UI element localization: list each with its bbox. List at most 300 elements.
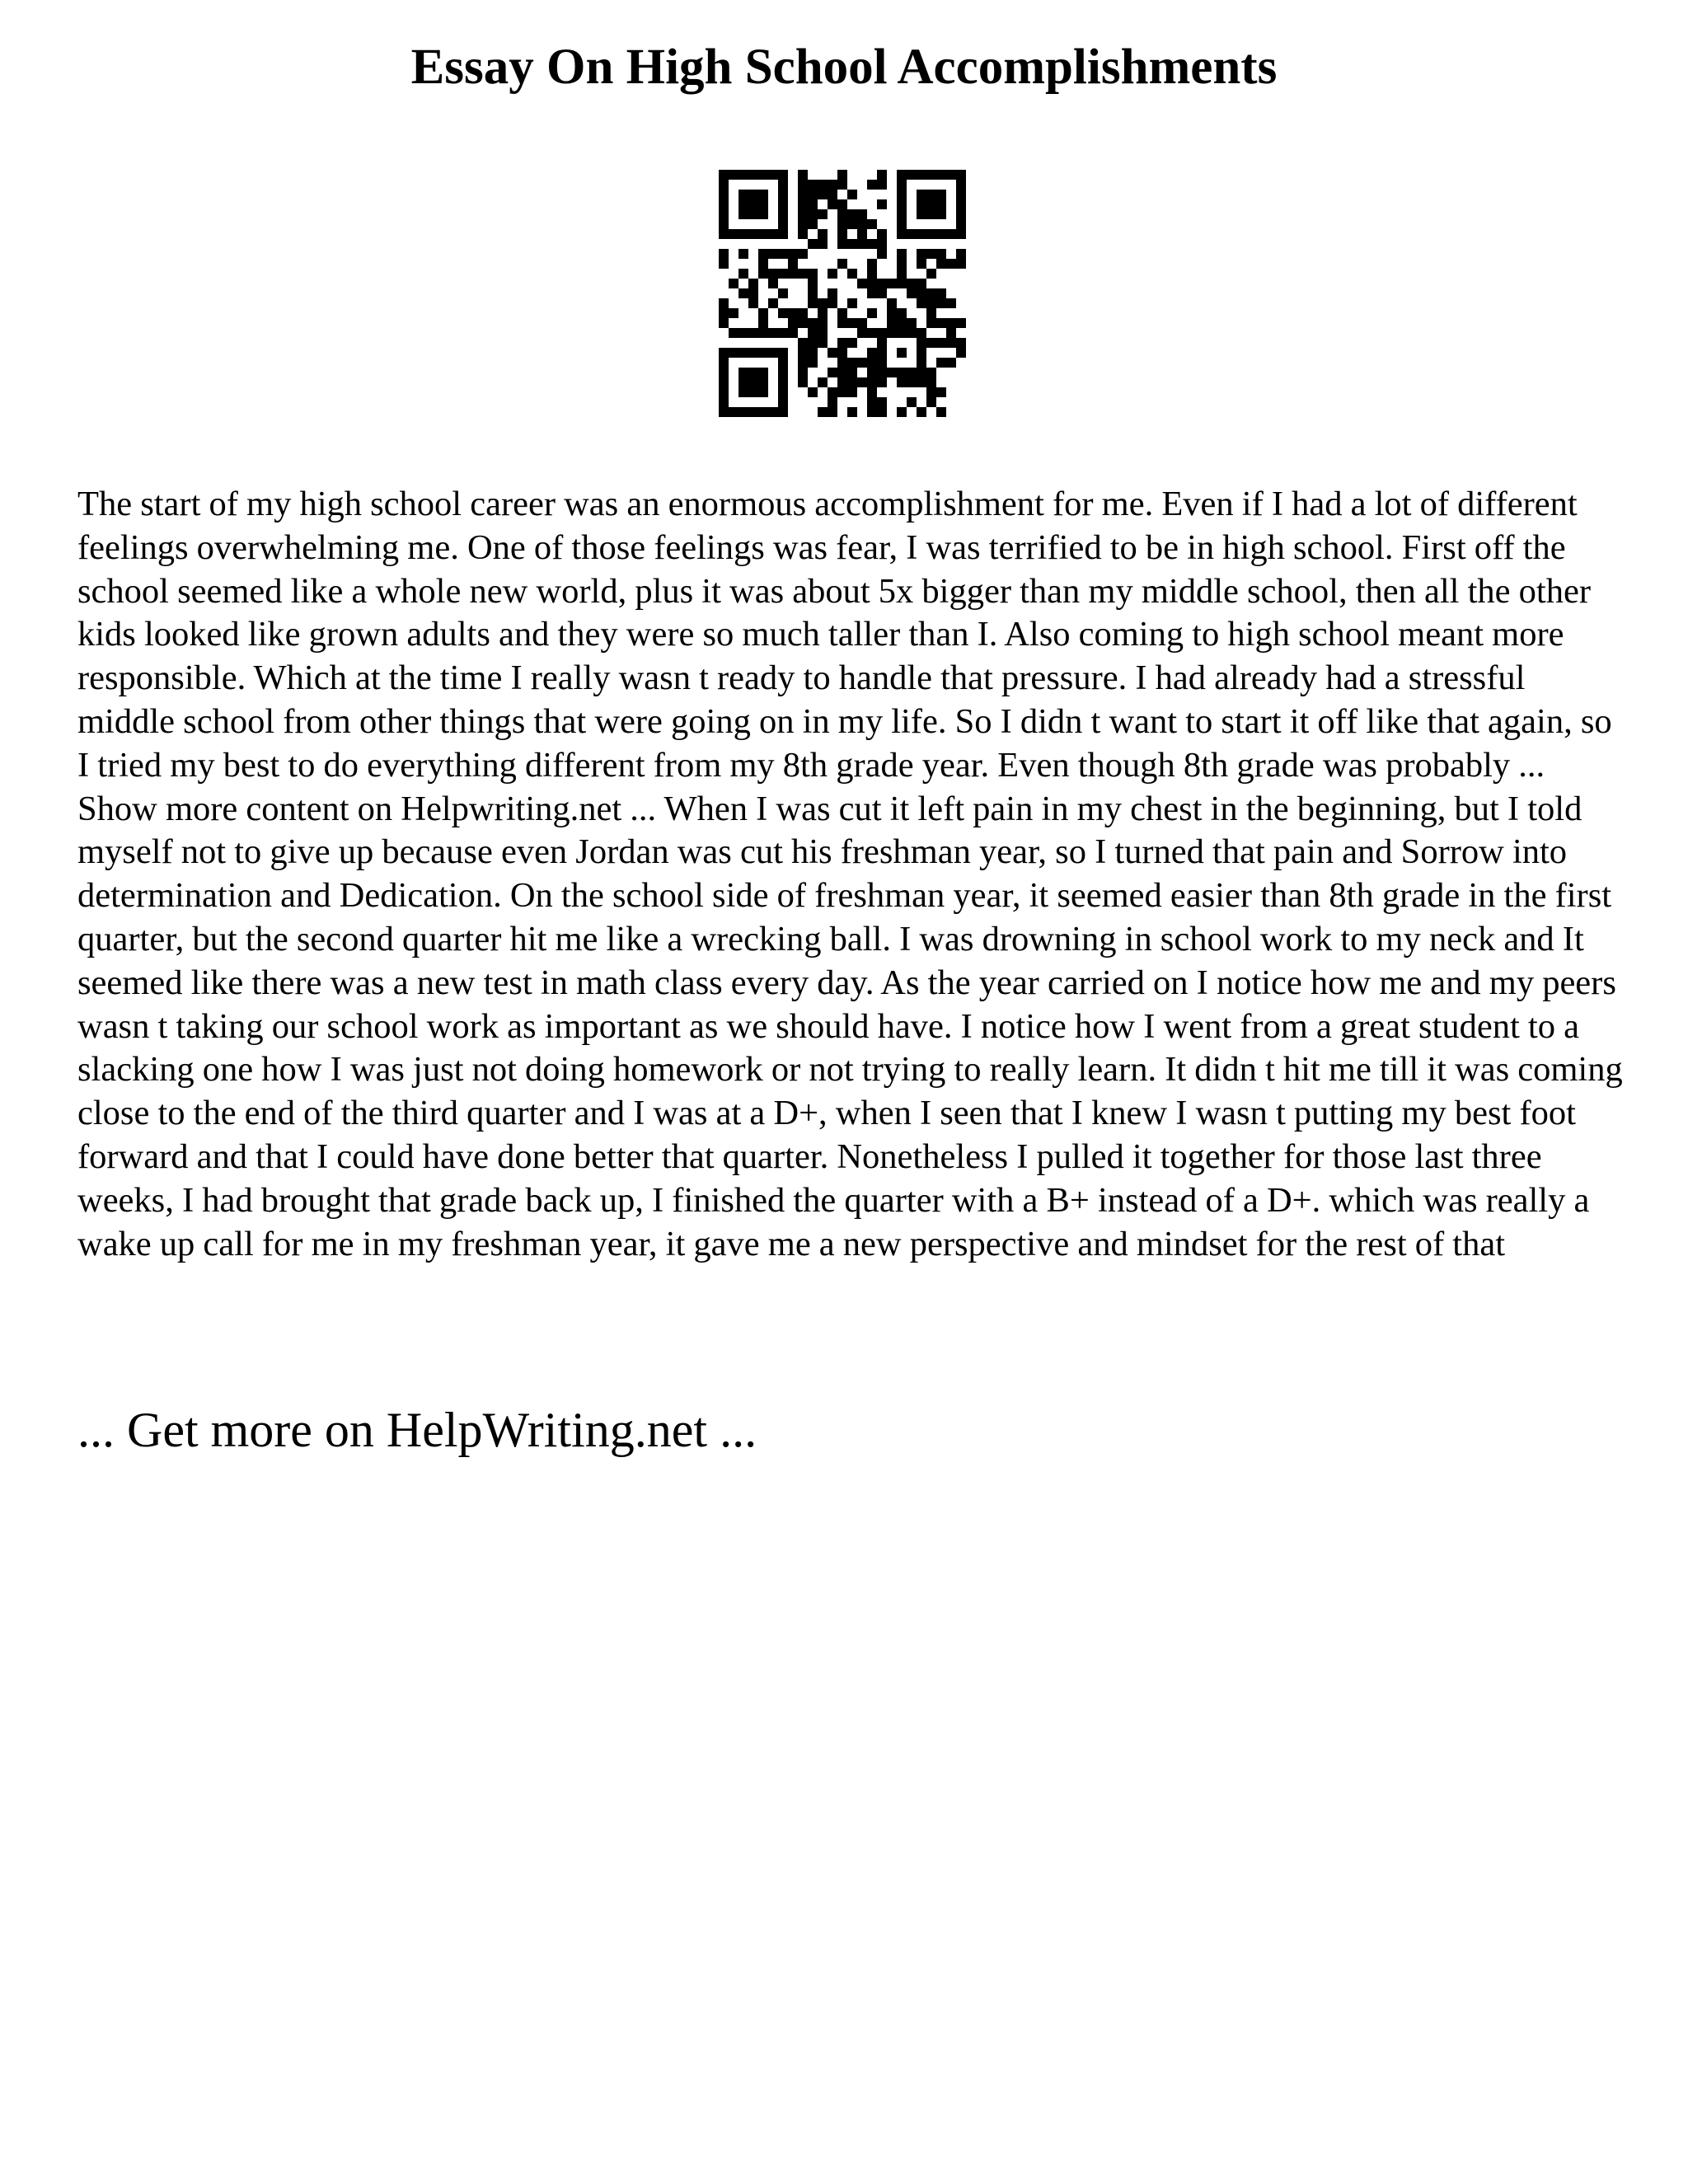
qr-module (828, 288, 837, 298)
qr-module (798, 269, 808, 279)
qr-module (719, 358, 729, 368)
qr-module (828, 298, 837, 308)
qr-module (778, 308, 788, 318)
qr-module (738, 190, 748, 199)
qr-module (818, 377, 828, 387)
qr-module (877, 288, 887, 298)
qr-module (818, 209, 828, 219)
qr-module (897, 348, 907, 358)
qr-module (936, 387, 946, 397)
qr-module (768, 229, 778, 239)
qr-module (887, 318, 897, 328)
qr-module (738, 377, 748, 387)
qr-module (748, 229, 758, 239)
qr-module (748, 377, 758, 387)
qr-module (778, 348, 788, 358)
qr-module (907, 229, 917, 239)
qr-module (897, 259, 907, 269)
qr-module (867, 348, 877, 358)
qr-module (758, 328, 768, 338)
qr-module (798, 199, 808, 209)
qr-module (907, 377, 917, 387)
qr-module (877, 338, 887, 348)
qr-module (926, 199, 936, 209)
qr-module (877, 397, 887, 407)
qr-module (867, 387, 877, 397)
qr-module (778, 377, 788, 387)
qr-module (897, 180, 907, 190)
qr-module (778, 407, 788, 417)
qr-module (946, 358, 956, 368)
qr-module (788, 259, 798, 269)
qr-module (926, 308, 936, 318)
qr-module (857, 209, 867, 219)
qr-module (778, 328, 788, 338)
qr-module (758, 368, 768, 377)
qr-module (887, 298, 897, 308)
qr-module (907, 328, 917, 338)
qr-module (897, 209, 907, 219)
qr-module (917, 407, 926, 417)
qr-module (956, 190, 966, 199)
qr-module (719, 259, 729, 269)
qr-module (719, 190, 729, 199)
qr-module (897, 279, 907, 288)
qr-module (758, 199, 768, 209)
qr-module (926, 397, 936, 407)
qr-module (788, 308, 798, 318)
qr-module (847, 368, 857, 377)
qr-module (956, 229, 966, 239)
qr-module (778, 190, 788, 199)
qr-module (729, 170, 738, 180)
qr-module (828, 397, 837, 407)
qr-module (936, 288, 946, 298)
qr-module (907, 368, 917, 377)
qr-module (808, 288, 818, 298)
qr-module (828, 180, 837, 190)
qr-module (837, 368, 847, 377)
qr-module (936, 358, 946, 368)
qr-module (917, 348, 926, 358)
qr-module (758, 190, 768, 199)
qr-module (867, 180, 877, 190)
qr-module (758, 318, 768, 328)
qr-module (778, 269, 788, 279)
qr-module (748, 387, 758, 397)
qr-module (818, 318, 828, 328)
qr-module (907, 288, 917, 298)
qr-module (837, 239, 847, 249)
qr-module (897, 328, 907, 338)
qr-module (897, 269, 907, 279)
qr-module (828, 348, 837, 358)
qr-module (738, 288, 748, 298)
qr-module (936, 190, 946, 199)
qr-module (778, 387, 788, 397)
qr-module (887, 279, 897, 288)
qr-module (738, 387, 748, 397)
qr-module (738, 348, 748, 358)
qr-module (748, 298, 758, 308)
qr-module (778, 209, 788, 219)
qr-module (837, 219, 847, 229)
qr-module (719, 219, 729, 229)
qr-module (946, 229, 956, 239)
qr-module (808, 199, 818, 209)
qr-module (917, 279, 926, 288)
qr-module (946, 328, 956, 338)
qr-module (956, 259, 966, 269)
qr-module (907, 397, 917, 407)
qr-module (897, 407, 907, 417)
qr-module (917, 170, 926, 180)
qr-module (917, 288, 926, 298)
qr-module (729, 229, 738, 239)
qr-module (867, 259, 877, 269)
qr-module (837, 180, 847, 190)
qr-module (926, 377, 936, 387)
qr-module (857, 377, 867, 387)
qr-module (758, 259, 768, 269)
qr-module (738, 209, 748, 219)
qr-module (897, 219, 907, 229)
qr-module (917, 338, 926, 348)
qr-module (917, 259, 926, 269)
qr-module (768, 279, 778, 288)
qr-module (808, 209, 818, 219)
qr-module (917, 328, 926, 338)
qr-module (936, 298, 946, 308)
qr-module (926, 368, 936, 377)
qr-module (828, 269, 837, 279)
qr-module (758, 377, 768, 387)
qr-module (877, 239, 887, 249)
qr-module (768, 170, 778, 180)
qr-module (758, 170, 768, 180)
qr-module (837, 338, 847, 348)
qr-module (719, 407, 729, 417)
qr-module (738, 407, 748, 417)
qr-code-graphic (719, 170, 966, 417)
qr-module (748, 328, 758, 338)
qr-module (936, 199, 946, 209)
qr-module (818, 328, 828, 338)
qr-module (877, 328, 887, 338)
qr-module (936, 338, 946, 348)
qr-module (808, 298, 818, 308)
qr-module (808, 180, 818, 190)
qr-module (917, 209, 926, 219)
qr-module (729, 407, 738, 417)
qr-module (877, 377, 887, 387)
qr-module (729, 308, 738, 318)
qr-module (917, 190, 926, 199)
qr-module (877, 358, 887, 368)
qr-module (847, 219, 857, 229)
qr-module (956, 219, 966, 229)
qr-module (946, 259, 956, 269)
qr-module (719, 229, 729, 239)
qr-module (917, 368, 926, 377)
qr-module (798, 190, 808, 199)
qr-module (877, 180, 887, 190)
qr-module (798, 358, 808, 368)
qr-module (738, 229, 748, 239)
qr-module (758, 209, 768, 219)
qr-module (758, 387, 768, 397)
qr-module (768, 298, 778, 308)
qr-module (798, 377, 808, 387)
qr-module (818, 338, 828, 348)
qr-module (837, 199, 847, 209)
qr-module (748, 190, 758, 199)
qr-module (818, 180, 828, 190)
qr-module (719, 308, 729, 318)
qr-module (837, 209, 847, 219)
qr-module (926, 318, 936, 328)
qr-module (897, 229, 907, 239)
qr-module (738, 328, 748, 338)
qr-module (946, 170, 956, 180)
qr-module (719, 199, 729, 209)
qr-module (956, 318, 966, 328)
qr-module (887, 328, 897, 338)
qr-module (828, 199, 837, 209)
qr-module (857, 279, 867, 288)
qr-module (719, 318, 729, 328)
qr-module (778, 397, 788, 407)
qr-module (926, 209, 936, 219)
qr-module (808, 279, 818, 288)
qr-module (847, 387, 857, 397)
qr-module (956, 170, 966, 180)
qr-module (897, 170, 907, 180)
qr-module (758, 229, 768, 239)
qr-module (778, 358, 788, 368)
qr-module (917, 298, 926, 308)
qr-module (917, 249, 926, 259)
qr-module (719, 368, 729, 377)
qr-module (808, 190, 818, 199)
qr-module (926, 170, 936, 180)
qr-module (857, 328, 867, 338)
qr-module (877, 279, 887, 288)
qr-module (828, 368, 837, 377)
qr-module (768, 328, 778, 338)
qr-module (808, 239, 818, 249)
qr-module (956, 338, 966, 348)
qr-module (867, 407, 877, 417)
qr-module (828, 387, 837, 397)
qr-module (719, 387, 729, 397)
qr-module (847, 377, 857, 387)
qr-module (897, 199, 907, 209)
qr-module (719, 180, 729, 190)
qr-module (738, 269, 748, 279)
qr-module (936, 318, 946, 328)
qr-module (877, 229, 887, 239)
qr-module (926, 298, 936, 308)
qr-module (837, 170, 847, 180)
qr-module (808, 318, 818, 328)
qr-module (917, 229, 926, 239)
qr-module (788, 318, 798, 328)
qr-module (768, 348, 778, 358)
qr-module (818, 190, 828, 199)
qr-module (897, 318, 907, 328)
qr-module (748, 368, 758, 377)
qr-module (867, 368, 877, 377)
qr-module (956, 180, 966, 190)
qr-module (798, 318, 808, 328)
qr-module (758, 308, 768, 318)
qr-module (907, 279, 917, 288)
qr-module (867, 358, 877, 368)
qr-module (917, 358, 926, 368)
qr-module (818, 229, 828, 239)
qr-module (778, 229, 788, 239)
qr-module (926, 190, 936, 199)
qr-module (936, 407, 946, 417)
qr-module (956, 209, 966, 219)
qr-module (788, 328, 798, 338)
qr-module (857, 318, 867, 328)
qr-module (729, 348, 738, 358)
qr-module (946, 338, 956, 348)
qr-module (768, 249, 778, 259)
qr-module (778, 368, 788, 377)
qr-module (917, 377, 926, 387)
qr-module (897, 368, 907, 377)
qr-module (936, 259, 946, 269)
qr-module (837, 387, 847, 397)
qr-module (837, 377, 847, 387)
qr-module (778, 170, 788, 180)
qr-module (936, 170, 946, 180)
qr-module (867, 377, 877, 387)
qr-module (808, 269, 818, 279)
qr-module (887, 308, 897, 318)
qr-module (867, 397, 877, 407)
qr-module (798, 180, 808, 190)
qr-module (897, 190, 907, 199)
qr-module (798, 338, 808, 348)
qr-module (748, 170, 758, 180)
qr-module (837, 229, 847, 239)
qr-module (847, 318, 857, 328)
qr-module (926, 269, 936, 279)
qr-module (729, 328, 738, 338)
qr-module (877, 249, 887, 259)
qr-module (758, 269, 768, 279)
qr-module (798, 368, 808, 377)
qr-module (877, 368, 887, 377)
qr-module (798, 170, 808, 180)
qr-module (847, 190, 857, 199)
qr-module (768, 269, 778, 279)
qr-module (788, 249, 798, 259)
qr-module (738, 170, 748, 180)
qr-module (936, 209, 946, 219)
qr-module (867, 328, 877, 338)
qr-module (758, 249, 768, 259)
qr-module (946, 318, 956, 328)
get-more-link[interactable]: ... Get more on HelpWriting.net ... (77, 1403, 757, 1457)
qr-module (818, 407, 828, 417)
qr-module (857, 229, 867, 239)
qr-module (778, 180, 788, 190)
qr-module (778, 199, 788, 209)
qr-module (758, 348, 768, 358)
qr-module (867, 219, 877, 229)
qr-module (818, 239, 828, 249)
qr-module (808, 358, 818, 368)
qr-module (719, 397, 729, 407)
qr-module (956, 348, 966, 358)
qr-module (778, 219, 788, 229)
qr-module (738, 249, 748, 259)
qr-module (926, 288, 936, 298)
qr-module (738, 199, 748, 209)
qr-module (877, 348, 887, 358)
qr-module (837, 259, 847, 269)
qr-code-icon (719, 170, 966, 417)
qr-module (926, 229, 936, 239)
qr-module (907, 170, 917, 180)
qr-module (798, 348, 808, 358)
qr-module (719, 170, 729, 180)
qr-module (768, 407, 778, 417)
qr-module (748, 279, 758, 288)
qr-module (798, 229, 808, 239)
qr-module (847, 338, 857, 348)
qr-module (926, 338, 936, 348)
qr-module (847, 407, 857, 417)
qr-module (719, 209, 729, 219)
qr-module (936, 229, 946, 239)
qr-module (748, 209, 758, 219)
qr-module (907, 318, 917, 328)
qr-module (798, 249, 808, 259)
qr-module (956, 199, 966, 209)
qr-module (818, 308, 828, 318)
qr-module (748, 288, 758, 298)
qr-module (857, 219, 867, 229)
qr-module (748, 407, 758, 417)
qr-module (758, 407, 768, 417)
qr-module (808, 348, 818, 358)
qr-module (837, 348, 847, 358)
essay-body: The start of my high school career was an enormous accomplishment for me. Even if I had a lot of different feelings overwhelming me. One of those feelings was fear, I was terrified to be in high school. First off the school seemed like a whole new world, plus it was about 5x bigger than my middle school, then all the other kids looked like grown adults and they were so much taller than I. Also coming to high school meant more responsible. Which at the time I really wasn t ready to handle that pressure. I had already had a stressful middle school from other things that were going on in my life. So I didn t want to start it off like that again, so I tried my best to do everything different from my 8th grade year. Even though 8th grade was probably ... Show more content on Helpwriting.net ... When I was cut it left pain in my chest in the beginning, but I told myself not to give up because even Jordan was cut his freshman year, so I turned that pain and Sorrow into determination and Dedication. On the school side of freshman year, it seemed easier than 8th grade in the first quarter, but the second quarter hit me like a wrecking ball. I was drowning in school work to my neck and It seemed like there was a new test in math class every day. As the year carried on I notice how me and my peers wasn t taking our school work as important as we should have. I notice how I went from a great student to a slacking one how I was just not doing homework or not trying to really learn. It didn t hit me till it was coming close to the end of the third quarter and I was at a D+, when I seen that I knew I wasn t putting my best foot forward and that I could have done better that quarter. Nonetheless I pulled it together for those last three weeks, I had brought that grade back up, I finished the quarter with a B+ instead of a D+. which was really a wake up call for me in my freshman year, it gave me a new perspective and mindset for the rest of that (77, 485, 1623, 1263)
qr-module (877, 170, 887, 180)
qr-module (719, 249, 729, 259)
qr-module (877, 407, 887, 417)
qr-module (897, 308, 907, 318)
qr-module (738, 368, 748, 377)
qr-module (748, 199, 758, 209)
qr-module (926, 249, 936, 259)
qr-module (808, 219, 818, 229)
qr-module (847, 298, 857, 308)
qr-module (847, 358, 857, 368)
qr-module (857, 358, 867, 368)
qr-module (719, 377, 729, 387)
qr-module (877, 199, 887, 209)
qr-module (867, 308, 877, 318)
qr-module (867, 288, 877, 298)
qr-module (867, 279, 877, 288)
